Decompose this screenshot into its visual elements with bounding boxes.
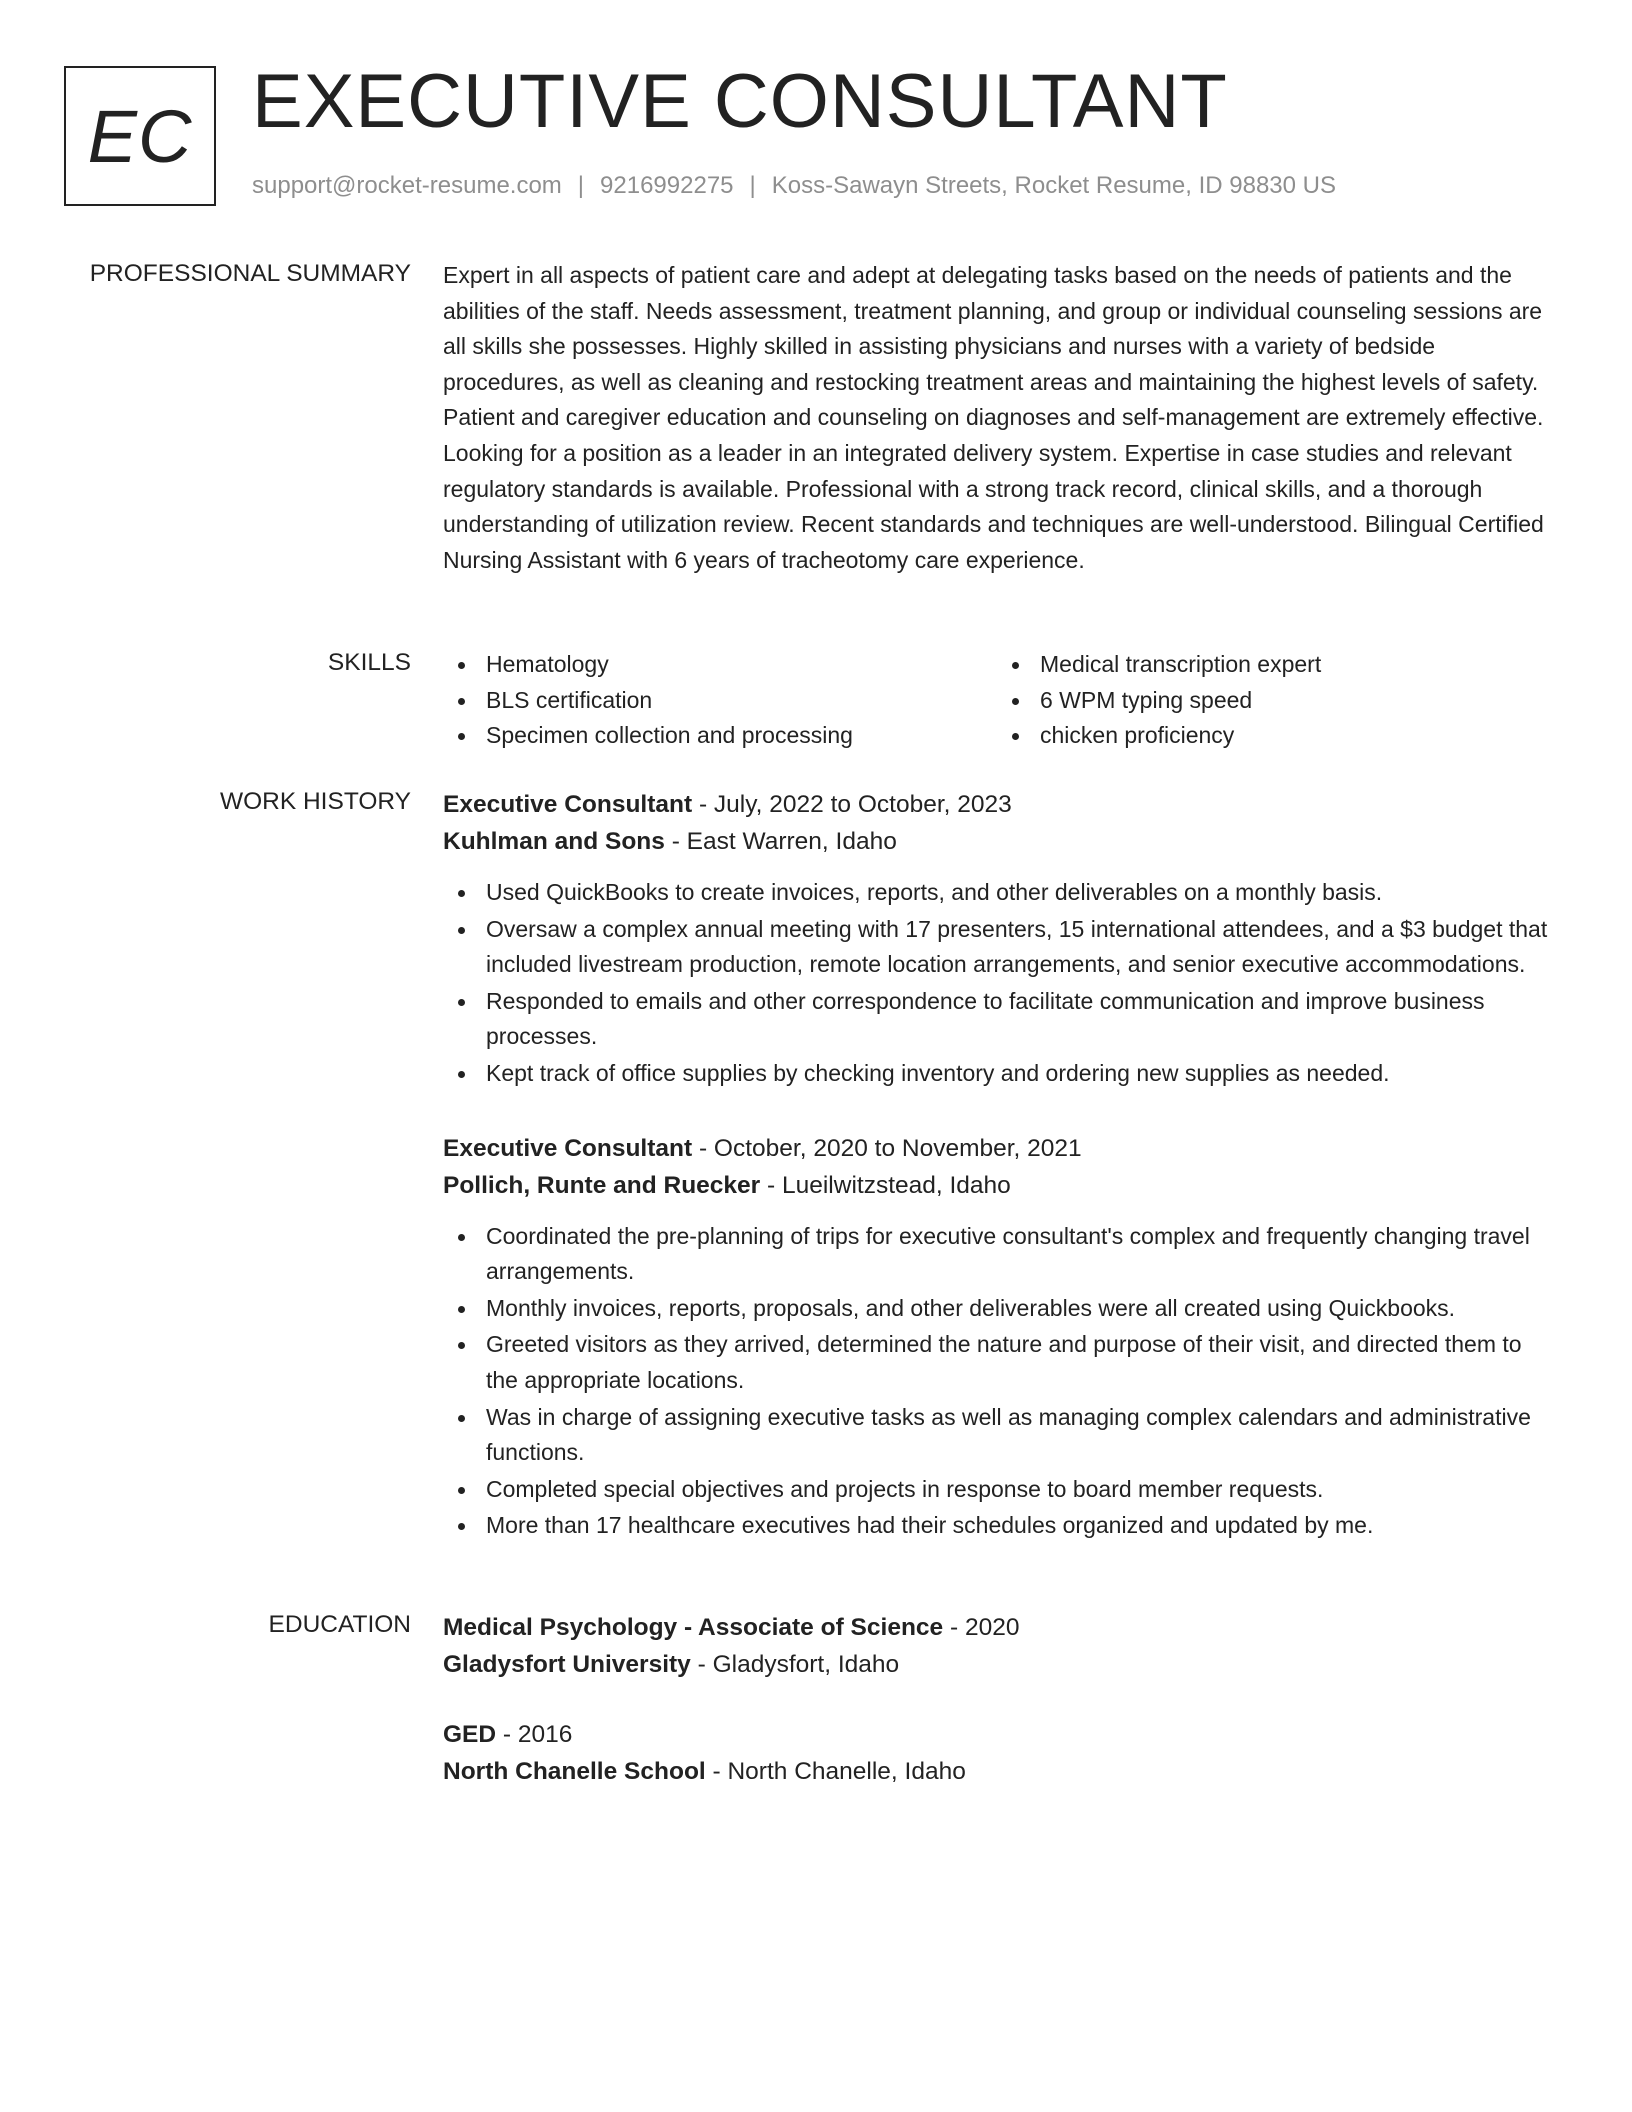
section-label-education: EDUCATION — [268, 1611, 411, 1638]
employer-location: - East Warren, Idaho — [664, 828, 897, 855]
job-bullet: More than 17 healthcare executives had their schedules organized and updated by me. — [486, 1508, 1551, 1544]
skill-item: 6 WPM typing speed — [1040, 683, 1551, 719]
job-dates: - July, 2022 to October, 2023 — [692, 791, 1012, 818]
degree-year: - 2020 — [943, 1614, 1020, 1641]
skill-item: BLS certification — [486, 683, 997, 719]
degree-name: Medical Psychology - Associate of Science — [443, 1614, 944, 1641]
job-bullets — [443, 1219, 1551, 1544]
contact-phone: 9216992275 — [600, 172, 734, 199]
job-dates: - October, 2020 to November, 2021 — [692, 1134, 1082, 1162]
skills-grid — [443, 647, 1551, 754]
education-entry — [443, 1716, 1551, 1790]
school-location: - North Chanelle, Idaho — [705, 1758, 966, 1785]
contact-line — [252, 172, 1336, 200]
job-bullet: Monthly invoices, reports, proposals, and other deliverables were all created using Quickbooks. — [486, 1291, 1551, 1327]
degree-line — [443, 1716, 1551, 1753]
summary-body — [443, 258, 1551, 578]
job-bullet: Was in charge of assigning executive tasks as well as managing complex calendars and administrative functions. — [486, 1400, 1551, 1471]
education-entry — [443, 1609, 1551, 1683]
contact-address: Koss-Sawayn Streets, Rocket Resume, ID 98830 US — [771, 172, 1336, 199]
job-bullets — [443, 875, 1551, 1092]
job-title: Executive Consultant — [443, 1134, 693, 1162]
job-title-line — [443, 1130, 1551, 1167]
section-label-work: WORK HISTORY — [219, 788, 411, 815]
skills-column-right — [997, 647, 1551, 754]
degree-name: GED — [443, 1721, 497, 1748]
section-label-summary: PROFESSIONAL SUMMARY — [89, 260, 411, 287]
job-bullet: Completed special objectives and projects in response to board member requests. — [486, 1472, 1551, 1508]
job-entry — [443, 786, 1551, 1092]
work-body — [443, 786, 1551, 1545]
employer-name: Pollich, Runte and Ruecker — [443, 1171, 761, 1199]
job-title-line — [443, 786, 1551, 823]
skill-item: Specimen collection and processing — [486, 718, 997, 754]
employer-location: - Lueilwitzstead, Idaho — [760, 1171, 1011, 1199]
school-line — [443, 1646, 1551, 1683]
school-name: Gladysfort University — [443, 1651, 691, 1678]
job-bullet: Kept track of office supplies by checking inventory and ordering new supplies as needed. — [486, 1056, 1551, 1092]
monogram-box — [64, 66, 216, 206]
job-title: Executive Consultant — [443, 791, 693, 818]
candidate-name: EXECUTIVE CONSULTANT — [252, 59, 1228, 144]
job-entry — [443, 1130, 1551, 1544]
contact-email: support@rocket-resume.com — [252, 172, 562, 199]
job-bullet: Coordinated the pre-planning of trips for executive consultant's complex and frequently changing travel arrangements. — [486, 1219, 1551, 1290]
contact-separator: | — [577, 172, 585, 199]
school-location: - Gladysfort, Idaho — [690, 1651, 900, 1678]
job-bullet: Responded to emails and other correspondence to facilitate communication and improve business processes. — [486, 984, 1551, 1055]
contact-separator: | — [749, 172, 756, 199]
degree-line — [443, 1609, 1551, 1646]
education-body — [443, 1609, 1551, 1790]
skill-item: chicken proficiency — [1040, 718, 1551, 754]
job-bullet: Greeted visitors as they arrived, determined the nature and purpose of their visit, and directed them to the appropriate locations. — [486, 1327, 1551, 1398]
school-line — [443, 1753, 1551, 1790]
job-bullet: Used QuickBooks to create invoices, reports, and other deliverables on a monthly basis. — [486, 875, 1551, 911]
employer-name: Kuhlman and Sons — [443, 828, 665, 855]
summary-text: Expert in all aspects of patient care and adept at delegating tasks based on the needs of patients and the abilities of the staff. Needs assessment, treatment planning, and group or individual counseling sessions are all skills she possesses. Highly skilled in assisting physicians and nurses with a variety of bedside procedures, as well as cleaning and restocking treatment areas and maintaining the highest levels of safety. Patient and caregiver education and counseling on diagnoses and self-management are extremely effective. Looking for a position as a leader in an integrated delivery system. Expertise in case studies and relevant regulatory standards is available. Professional with a strong track record, clinical skills, and a thorough understanding of utilization review. Recent standards and techniques are well-understood. Bilingual Certified Nursing Assistant with 6 years of tracheotomy care experience. — [443, 262, 1544, 573]
skill-item: Hematology — [486, 647, 997, 683]
section-label-skills: SKILLS — [327, 649, 411, 676]
employer-line — [443, 1167, 1551, 1204]
skill-item: Medical transcription expert — [1040, 647, 1551, 683]
employer-line — [443, 823, 1551, 860]
school-name: North Chanelle School — [443, 1758, 706, 1785]
skills-body — [443, 647, 1551, 754]
job-bullet: Oversaw a complex annual meeting with 17 presenters, 15 international attendees, and a $3 budget that included livestream production, remote location arrangements, and senior executive accommodations. — [486, 912, 1551, 983]
degree-year: - 2016 — [496, 1721, 573, 1748]
monogram-initials: EC — [87, 94, 193, 178]
skills-column-left — [443, 647, 997, 754]
